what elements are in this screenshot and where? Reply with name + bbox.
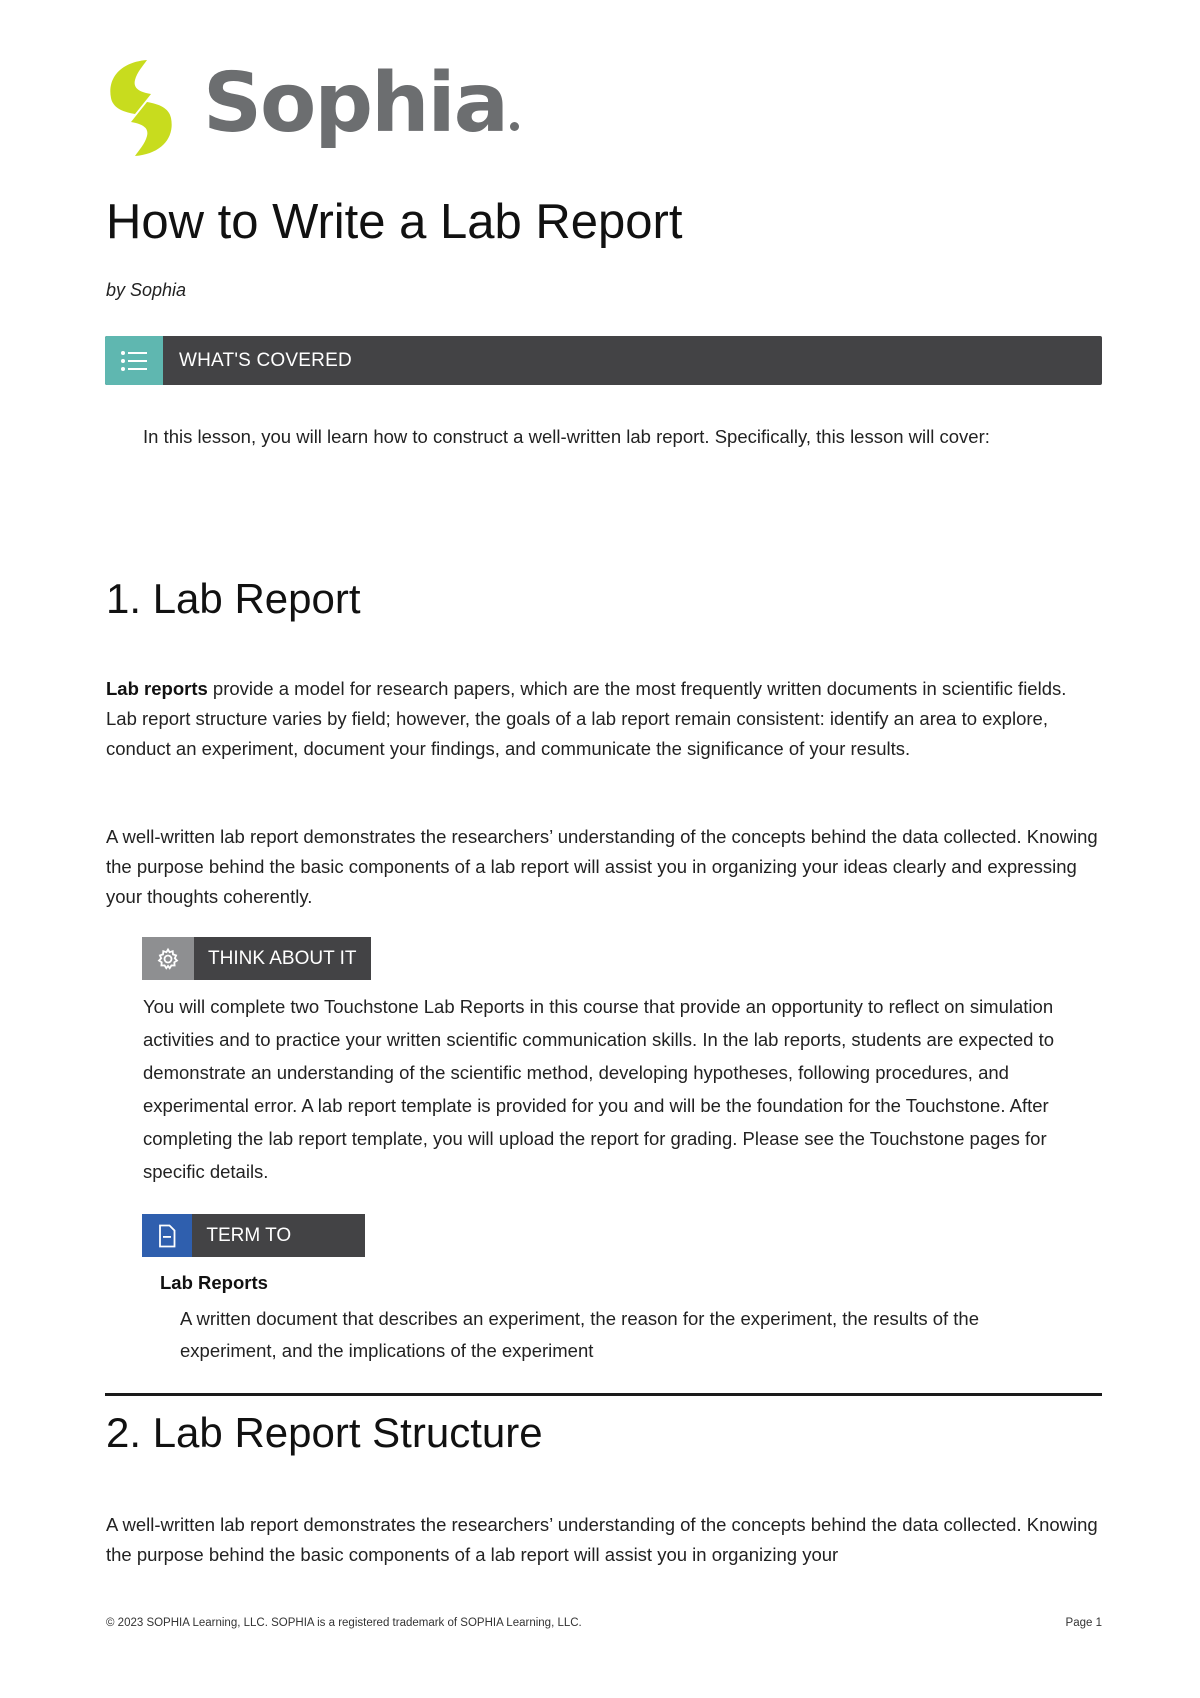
structure-paragraph-1: A well-written lab report demonstrates the researchers’ understanding of the concepts behind the data collected. Knowing the purpose behind the basic components of a lab report will assist you in organizing your [106,1514,1098,1565]
byline: by Sophia [106,280,187,300]
whats-covered-label: WHAT'S COVERED [179,350,352,371]
gear-icon [142,937,194,980]
term-to-know-label: TERM TO [206,1225,292,1246]
footer-page-number: Page 1 [1065,1617,1102,1629]
whats-covered-banner [105,336,1102,385]
section-divider [105,1393,1102,1396]
sophia-wordmark: Sophia [203,63,519,145]
paragraph-text: provide a model for research papers, which are the most frequently written documents in scientific fields. Lab report structure varies by field; however, the goals of a lab report remain consistent: identify an area to explore, conduct an experiment, document your findings, and communicate the significance of your results. [106,678,1067,759]
footer-copyright: © 2023 SOPHIA Learning, LLC. SOPHIA is a registered trademark of SOPHIA Learning, LLC. [106,1617,582,1629]
list-icon [105,336,163,385]
term-to-know-tag [142,1214,365,1257]
think-about-it-label: THINK ABOUT IT [208,948,357,969]
section-heading-lab-report-structure: 2. Lab Report Structure [106,1409,543,1456]
think-about-it-text: You will complete two Touchstone Lab Reports in this course that provide an opportunity to reflect on simulation activities and to practice your written scientific communication skills. In the lab reports, students are expected to demonstrate an understanding of the scientific method, developing hypotheses, following procedures, and experimental error. A lab report template is provided for you and will be the foundation for the Touchstone. After completing the lab report template, you will upload the report for grading. Please see the Touchstone pages for specific details. [143,996,1055,1182]
intro-paragraph: In this lesson, you will learn how to construct a well-written lab report. Specifically, this lesson will cover: [143,426,990,447]
sophia-logo-mark-icon [103,58,179,158]
term-name: Lab Reports [160,1272,268,1293]
sophia-logo [103,55,519,161]
section-heading-lab-report: 1. Lab Report [106,575,361,622]
bold-term: Lab reports [106,678,208,699]
lab-report-paragraph-1 [106,674,1102,764]
lab-report-paragraph-2: A well-written lab report demonstrates the researchers’ understanding of the concepts behind the data collected. Knowing the purpose behind the basic components of a lab report will assist you in organizing your ideas clearly and expressing your thoughts coherently. [106,826,1098,907]
think-about-it-tag [142,937,371,980]
document-icon [142,1214,192,1257]
term-definition: A written document that describes an experiment, the reason for the experiment, the results of the experiment, and the implications of the experiment [180,1308,980,1361]
page-title: How to Write a Lab Report [106,195,683,249]
